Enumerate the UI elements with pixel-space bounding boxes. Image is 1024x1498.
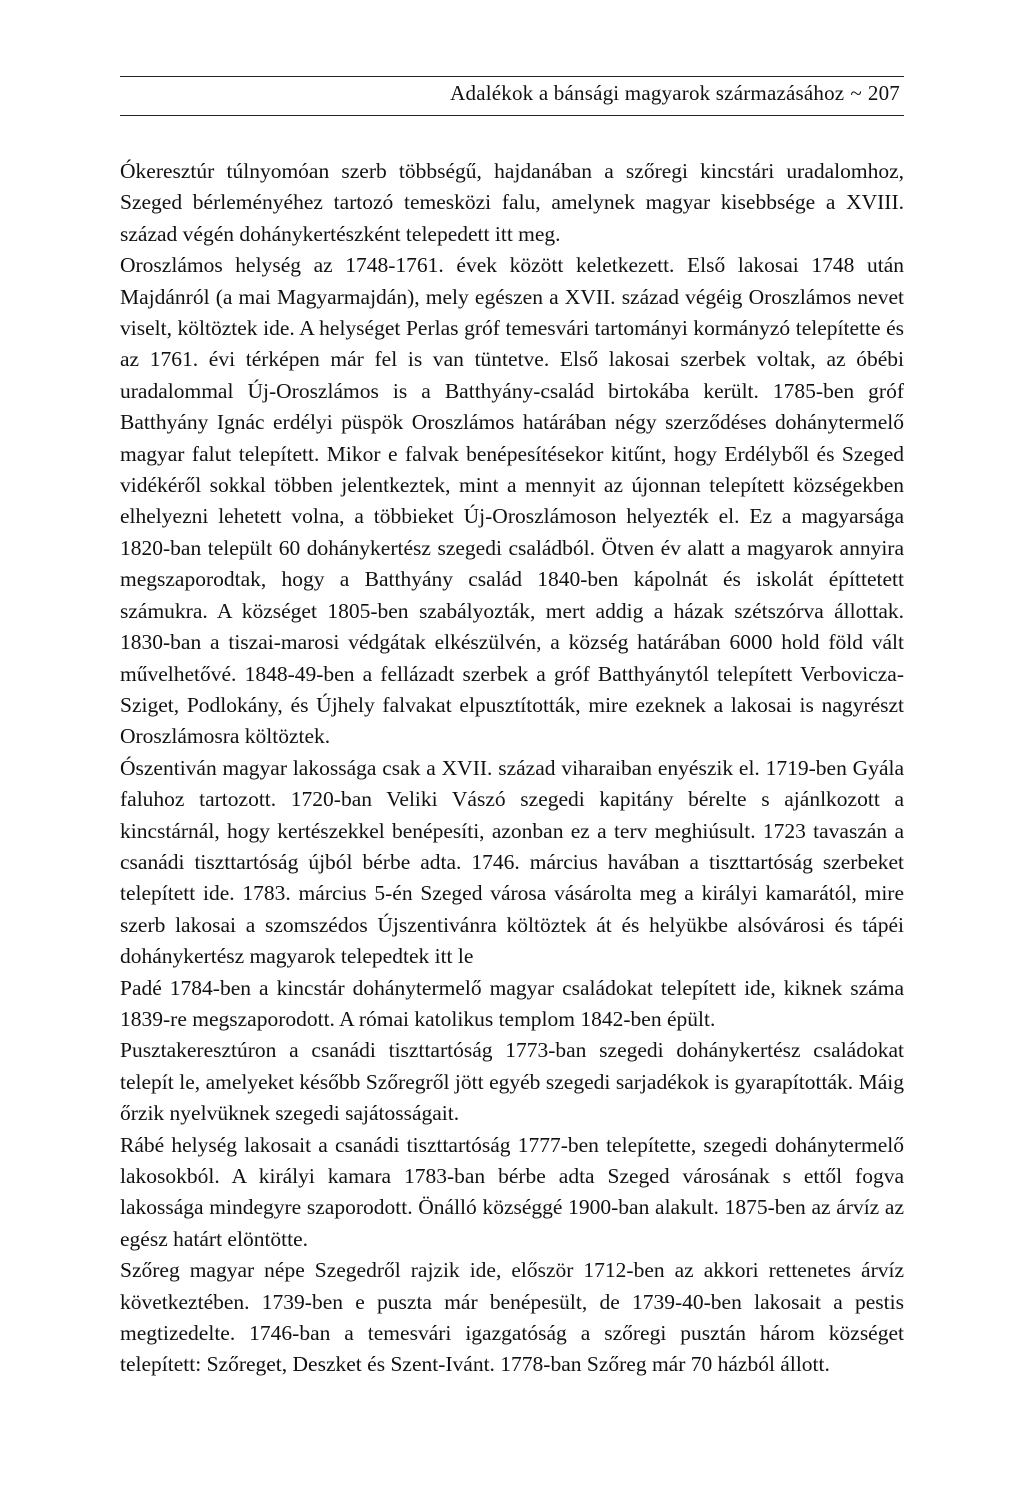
paragraph-oroszlamos: Oroszlámos helység az 1748-1761. évek között keletkezett. Első lakosai 1748 után Majdánról (a mai Magyarmajdán), mely egészen a XVII. század végéig Oroszlámos nevet viselt, költöztek ide. A helységet Perlas gróf temesvári tartományi kormányzó telepítette és az 1761. évi térképen már fel is van tüntetve. Első lakosai szerbek voltak, az óbébi uradalommal Új-Oroszlámos is a Batthyány-család birtokába került. 1785-ben gróf Batthyány Ignác erdélyi püspök Oroszlámos határában négy szerződéses dohánytermelő magyar falut telepített. Mikor e falvak benépesítésekor kitűnt, hogy Erdélyből és Szeged vidékéről sokkal többen jelentkeztek, mint a mennyit az újonnan telepített községekben elhelyezni lehetett volna, a többieket Új-Oroszlámoson helyezték el. Ez a magyarsága 1820-ban települt 60 dohánykertész szegedi családból. Ötven év alatt a magyarok annyira megszaporodtak, hogy a Batthyány család 1840-ben kápolnát és iskolát építtetett számukra. A községet 1805-ben szabályozták, mert addig a házak szétszórva állottak. 1830-ban a tiszai-marosi védgátak elkészülvén, a község határában 6000 hold föld vált művelhetővé. 1848-49-ben a fellázadt szerbek a gróf Batthyánytól telepített Verbovicza-Sziget, Podlokány, és Újhely falvakat elpusztították, mire ezeknek a lakosai is nagyrészt Oroszlámosra költöztek. — [120, 253, 904, 749]
header-line — [450, 81, 900, 106]
page-number: 207 — [867, 81, 900, 105]
article-body — [120, 156, 904, 1381]
paragraph-oszentivan: Ószentiván magyar lakossága csak a XVII. század viharaiban enyészik el. 1719-ben Gyála faluhoz tartozott. 1720-ban Veliki Vászó szegedi kapitány bérelte s ajánlkozott a kincstárnál, hogy kertészekkel benépesíti, azonban ez a terv meghiúsult. 1723 tavaszán a csanádi tiszttartóság újból bérbe adta. 1746. március havában a tiszttartóság szerbeket telepített ide. 1783. március 5-én Szeged városa vásárolta meg a királyi kamarától, mire szerb lakosai a szomszédos Újszentivánra költöztek át és helyükbe alsóvárosi és tápéi dohánykertész magyarok telepedtek itt le — [120, 755, 904, 969]
paragraph-pusztakeresztur: Pusztakeresztúron a csanádi tiszttartóság 1773-ban szegedi dohánykertész családokat telepít le, amelyeket később Szőregről jött egyéb szegedi sarjadékok is gyarapították. Máig őrzik nyelvüknek szegedi sajátosságait. — [120, 1038, 904, 1126]
paragraph-pade: Padé 1784-ben a kincstár dohánytermelő magyar családokat telepített ide, kiknek száma 1839-re megszaporodott. A római katolikus templom 1842-ben épült. — [120, 975, 904, 1031]
paragraph-rabe: Rábé helység lakosait a csanádi tiszttartóság 1777-ben telepítette, szegedi dohánytermelő lakosokból. A királyi kamara 1783-ban bérbe adta Szeged városának s ettől fogva lakossága mindegyre szaporodott. Önálló községgé 1900-ban alakult. 1875-ben az árvíz az egész határt elöntötte. — [120, 1132, 904, 1251]
paragraph-szoreg: Szőreg magyar népe Szegedről rajzik ide, először 1712-ben az akkori rettenetes árvíz következtében. 1739-ben e puszta már benépesült, de 1739-40-ben lakosait a pestis megtizedelte. 1746-ban a temesvári igazgatóság a szőregi pusztán három községet telepített: Szőreget, Deszket és Szent-Ivánt. 1778-ban Szőreg már 70 házból állott. — [120, 1258, 904, 1377]
running-header — [120, 76, 904, 116]
paragraph-okeresztur: Ókeresztúr túlnyomóan szerb többségű, hajdanában a szőregi kincstári uradalomhoz, Szeged bérleményéhez tartozó temesközi falu, amelynek magyar kisebbsége a XVIII. század végén dohánykertészként telepedett itt meg. — [120, 159, 904, 246]
header-separator: ~ — [850, 81, 862, 105]
header-title: Adalékok a bánsági magyarok származásához — [450, 81, 845, 105]
